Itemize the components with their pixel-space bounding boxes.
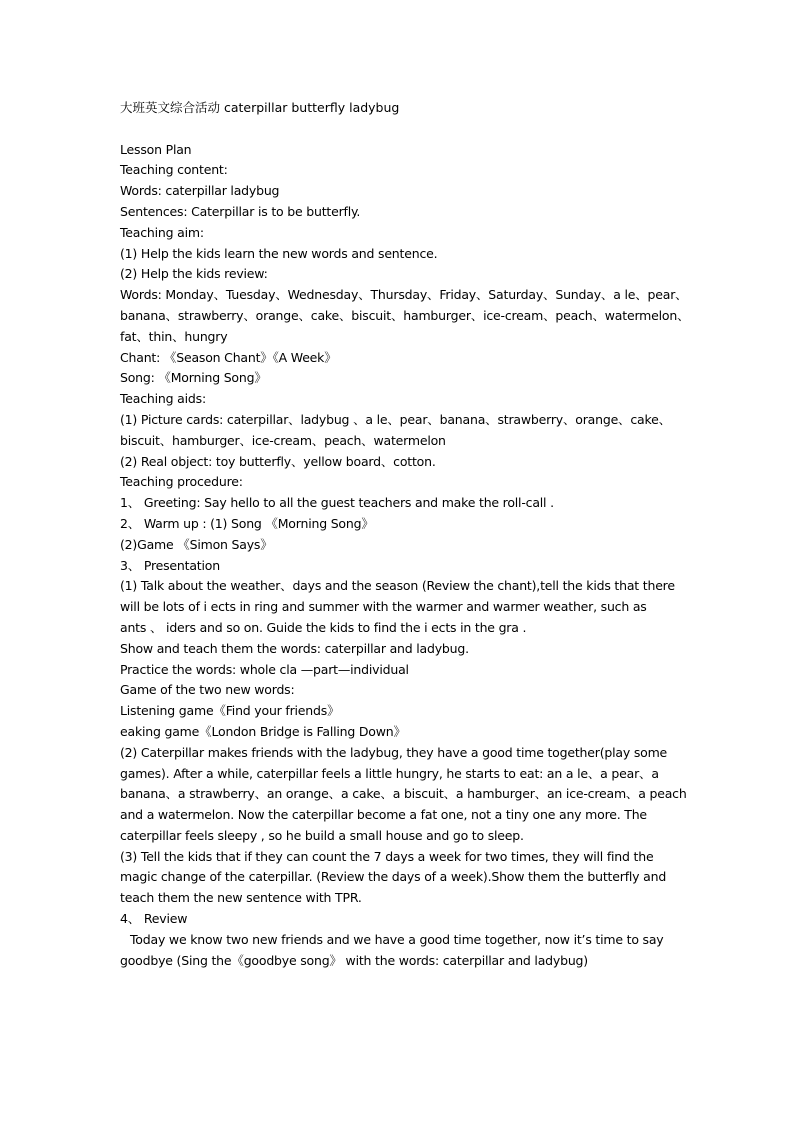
text-line: (1) Talk about the weather、days and the season (Review the chant),tell the kids that there bbox=[120, 578, 675, 594]
text-line: Listening game《Find your friends》 bbox=[120, 703, 340, 719]
text-line: goodbye (Sing the《goodbye song》 with the words: caterpillar and ladybug) bbox=[120, 952, 588, 968]
text-line: biscuit、hamburger、ice-cream、peach、watermelon bbox=[120, 432, 446, 448]
text-line: eaking game《London Bridge is Falling Down》 bbox=[120, 723, 406, 739]
text-line: Teaching procedure: bbox=[120, 474, 243, 490]
text-line: (1) Picture cards: caterpillar、ladybug 、a le、pear、banana、strawberry、orange、cake、 bbox=[120, 411, 671, 427]
document-title: 大班英文综合活动 caterpillar butterfly ladybug bbox=[120, 100, 400, 115]
text-line: Words: Monday、Tuesday、Wednesday、Thursday、Friday、Saturday、Sunday、a le、pear、 bbox=[120, 287, 688, 303]
text-line: (2) Real object: toy butterfly、yellow board、cotton. bbox=[120, 453, 436, 469]
text-line: games). After a while, caterpillar feels a little hungry, he starts to eat: an a le、a pear、a bbox=[120, 765, 659, 781]
text-line: will be lots of i ects in ring and summer with the warmer and warmer weather, such as bbox=[120, 599, 647, 615]
text-line: (3) Tell the kids that if they can count the 7 days a week for two times, they will find the bbox=[120, 848, 654, 864]
text-line: Show and teach them the words: caterpillar and ladybug. bbox=[120, 640, 469, 656]
text-line: caterpillar feels sleepy , so he build a small house and go to sleep. bbox=[120, 827, 524, 843]
text-line: 2、 Warm up : (1) Song 《Morning Song》 bbox=[120, 515, 374, 531]
text-line: (1) Help the kids learn the new words and sentence. bbox=[120, 245, 438, 261]
text-line: (2) Help the kids review: bbox=[120, 266, 268, 282]
text-line: Teaching content: bbox=[120, 162, 228, 178]
text-line: and a watermelon. Now the caterpillar become a fat one, not a tiny one any more. The bbox=[120, 807, 647, 823]
text-line: 1、 Greeting: Say hello to all the guest teachers and make the roll-call . bbox=[120, 495, 554, 511]
text-line: Teaching aim: bbox=[120, 224, 204, 240]
text-line: banana、a strawberry、an orange、a cake、a biscuit、a hamburger、an ice-cream、a peach bbox=[120, 786, 687, 802]
text-line: magic change of the caterpillar. (Review the days of a week).Show them the butterfly and bbox=[120, 869, 667, 885]
text-line: Today we know two new friends and we have a good time together, now it’s time to say bbox=[130, 931, 664, 947]
text-line: Teaching aids: bbox=[120, 391, 206, 407]
text-line: 4、 Review bbox=[120, 911, 188, 927]
text-line: Song: 《Morning Song》 bbox=[120, 370, 267, 386]
document-page bbox=[120, 98, 690, 971]
text-line: Chant: 《Season Chant》《A Week》 bbox=[120, 349, 337, 365]
text-line: Words: caterpillar ladybug bbox=[120, 183, 280, 199]
text-line: 3、 Presentation bbox=[120, 557, 220, 573]
text-line: ants 、 iders and so on. Guide the kids to find the i ects in the gra . bbox=[120, 619, 527, 635]
text-line: banana、strawberry、orange、cake、biscuit、hamburger、ice-cream、peach、watermelon、 bbox=[120, 307, 690, 323]
blank-line bbox=[120, 119, 680, 140]
text-line: Practice the words: whole cla —part—individual bbox=[120, 661, 409, 677]
text-line: teach them the new sentence with TPR. bbox=[120, 890, 362, 906]
text-line: Lesson Plan bbox=[120, 141, 192, 157]
text-line: fat、thin、hungry bbox=[120, 328, 228, 344]
text-line: (2)Game 《Simon Says》 bbox=[120, 536, 273, 552]
text-line: (2) Caterpillar makes friends with the ladybug, they have a good time together(play some bbox=[120, 744, 668, 760]
text-line: Sentences: Caterpillar is to be butterfly. bbox=[120, 203, 361, 219]
text-line: Game of the two new words: bbox=[120, 682, 295, 698]
